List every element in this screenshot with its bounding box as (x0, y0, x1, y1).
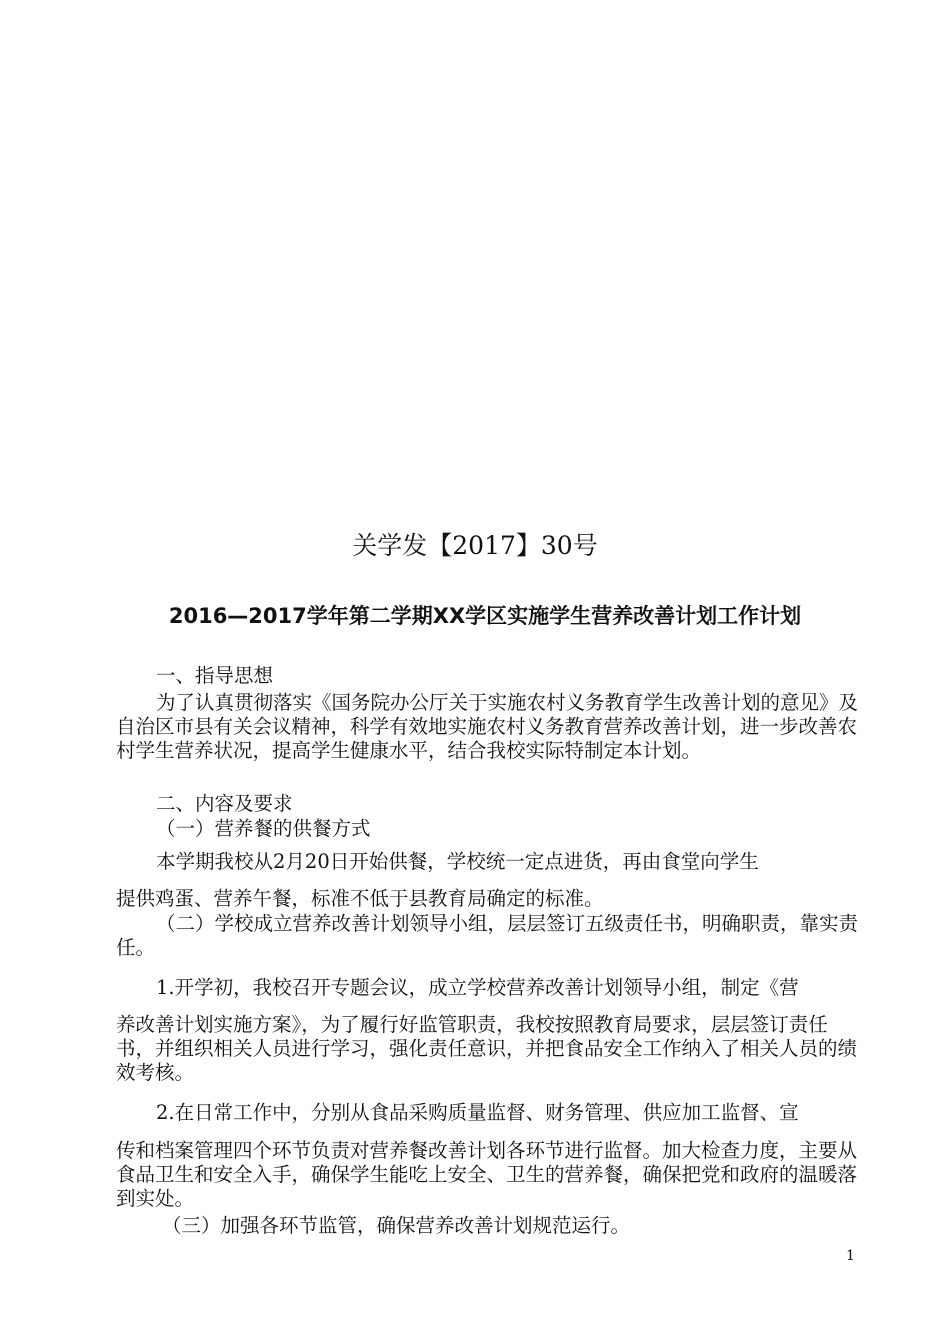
document-number: 关学发【2017】30号 (352, 531, 598, 560)
paragraph-item-1-line1: 1.开学初，我校召开专题会议，成立学校营养改善计划领导小组，制定《营 (156, 976, 799, 999)
paragraph-meal-supply-line1: 本学期我校从2月20日开始供餐，学校统一定点进货，再由食堂向学生 (156, 850, 759, 873)
subsection-heading-leadership-group: （二）学校成立营养改善计划领导小组，层层签订五级责任书，明确职责，靠实责任。 (116, 912, 859, 959)
document-title: 2016—2017学年第二学期XX学区实施学生营养改善计划工作计划 (168, 604, 802, 628)
section-heading-guiding-ideology: 一、指导思想 (156, 664, 274, 687)
paragraph-item-2-line1: 2.在日常工作中，分别从食品采购质量监督、财务管理、供应加工监督、宣 (156, 1101, 799, 1124)
paragraph-guiding-ideology: 为了认真贯彻落实《国务院办公厅关于实施农村义务教育学生改善计划的意见》及自治区市县有关会议精神，科学有效地实施农村义务教育营养改善计划，进一步改善农村学生营养状况，提高学生健康水平，结合我校实际特制定本计划。 (116, 691, 859, 762)
subsection-heading-meal-supply: （一）营养餐的供餐方式 (156, 817, 371, 840)
subsection-heading-supervision: （三）加强各环节监管，确保营养改善计划规范运行。 (162, 1214, 631, 1237)
paragraph-meal-supply-line2: 提供鸡蛋、营养午餐，标准不低于县教育局确定的标准。 (116, 887, 604, 910)
section-heading-content-requirements: 二、内容及要求 (156, 792, 293, 815)
paragraph-item-1-rest: 养改善计划实施方案》，为了履行好监管职责，我校按照教育局要求，层层签订责任书，并组织相关人员进行学习，强化责任意识，并把食品安全工作纳入了相关人员的绩效考核。 (116, 1013, 858, 1084)
page-number: 1 (846, 1248, 855, 1264)
paragraph-item-2-rest: 传和档案管理四个环节负责对营养餐改善计划各环节进行监督。加大检查力度，主要从食品卫生和安全入手，确保学生能吃上安全、卫生的营养餐，确保把党和政府的温暖落到实处。 (116, 1139, 858, 1210)
